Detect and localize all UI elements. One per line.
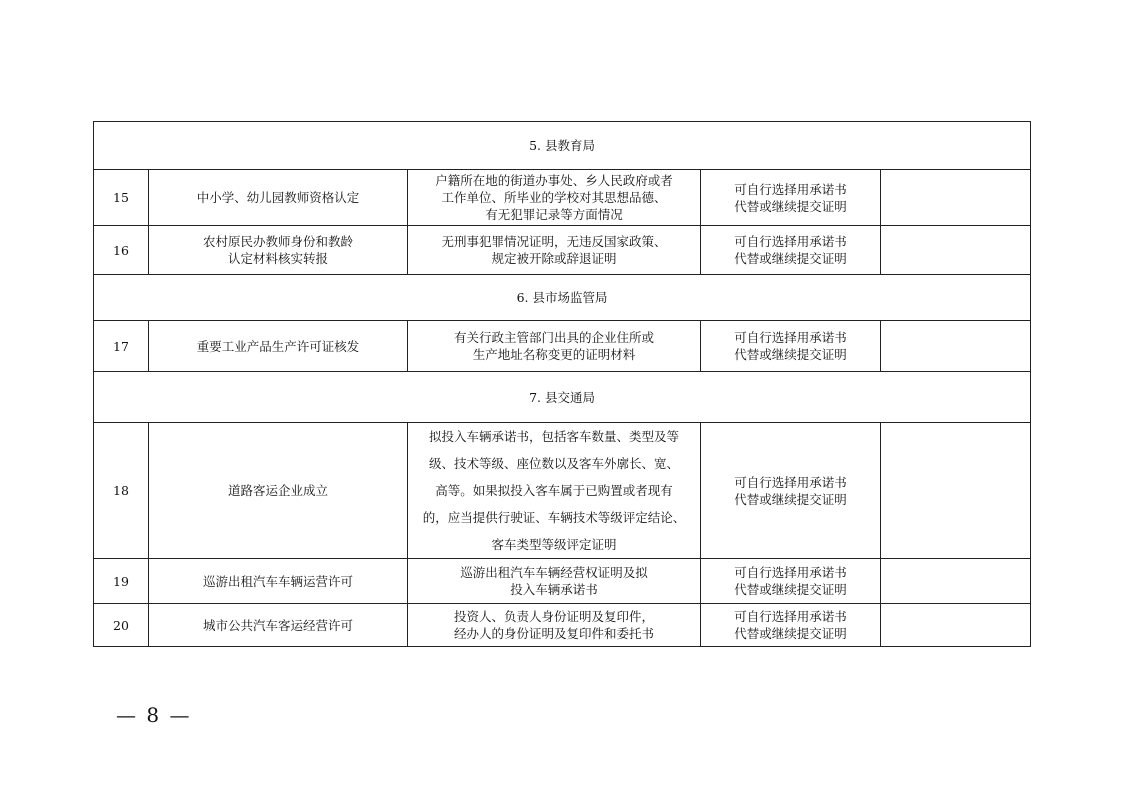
required-material — [408, 170, 701, 226]
table-row — [94, 604, 1031, 647]
remarks-cell — [881, 559, 1031, 604]
required-material-line: 生产地址名称变更的证明材料 — [472, 347, 636, 362]
table-row — [94, 170, 1031, 226]
required-material-line: 规定被开除或辞退证明 — [491, 251, 617, 266]
table-body — [94, 122, 1031, 647]
submission-method-line: 可自行选择用承诺书 — [734, 181, 847, 197]
submission-method-line: 可自行选择用承诺书 — [734, 234, 847, 249]
required-material-line: 高等。如果拟投入客车属于已购置或者现有 — [435, 483, 673, 498]
items-table — [93, 121, 1031, 647]
row-number: 18 — [94, 423, 149, 559]
section-title: 6. 县市场监管局 — [94, 275, 1031, 321]
row-number: 16 — [94, 226, 149, 275]
item-name — [149, 423, 408, 559]
table-row — [94, 423, 1031, 559]
row-number: 15 — [94, 170, 149, 226]
item-name-line: 重要工业产品生产许可证核发 — [196, 338, 360, 354]
required-material-line: 级、技术等级、座位数以及客车外廓长、宽、 — [428, 456, 679, 471]
section-header-row — [94, 372, 1031, 423]
item-name-line: 认定材料核实转报 — [227, 251, 328, 266]
item-name — [149, 559, 408, 604]
remarks-cell — [881, 321, 1031, 372]
submission-method — [701, 321, 881, 372]
submission-method-line: 代替或继续提交证明 — [734, 347, 847, 362]
item-name-line: 农村原民办教师身份和教龄 — [202, 234, 353, 249]
required-material — [408, 226, 701, 275]
item-name-line: 中小学、幼儿园教师资格认定 — [196, 190, 360, 205]
required-material — [408, 559, 701, 604]
page-number: — 8 — — [116, 703, 192, 727]
item-name-line: 城市公共汽车客运经营许可 — [202, 617, 353, 633]
required-material-line: 投资人、负责人身份证明及复印件， — [453, 609, 654, 624]
remarks-cell — [881, 604, 1031, 647]
section-header-row — [94, 275, 1031, 321]
remarks-cell — [881, 170, 1031, 226]
table-row — [94, 226, 1031, 275]
item-name — [149, 226, 408, 275]
required-material-line: 有无犯罪记录等方面情况 — [485, 207, 623, 222]
required-material-line: 有关行政主管部门出具的企业住所或 — [453, 330, 654, 345]
required-material — [408, 423, 701, 559]
row-number: 17 — [94, 321, 149, 372]
required-material-line: 无刑事犯罪情况证明，无违反国家政策、 — [441, 234, 667, 249]
submission-method — [701, 170, 881, 226]
required-material-line: 的，应当提供行驶证、车辆技术等级评定结论、 — [422, 510, 686, 525]
table-row — [94, 559, 1031, 604]
item-name-line: 道路客运企业成立 — [227, 483, 328, 498]
submission-method-line: 可自行选择用承诺书 — [734, 565, 847, 580]
required-material-line: 工作单位、所毕业的学校对其思想品德、 — [441, 190, 667, 205]
row-number: 19 — [94, 559, 149, 604]
required-material-line: 客车类型等级评定证明 — [491, 537, 617, 552]
section-title: 7. 县交通局 — [94, 372, 1031, 423]
required-material — [408, 604, 701, 647]
submission-method-line: 可自行选择用承诺书 — [734, 330, 847, 345]
item-name — [149, 604, 408, 647]
item-name — [149, 321, 408, 372]
submission-method-line: 代替或继续提交证明 — [734, 251, 847, 266]
submission-method — [701, 604, 881, 647]
submission-method-line: 可自行选择用承诺书 — [734, 474, 847, 490]
submission-method-line: 可自行选择用承诺书 — [734, 609, 847, 624]
required-material-line: 户籍所在地的街道办事处、乡人民政府或者 — [435, 173, 673, 188]
submission-method-line: 代替或继续提交证明 — [734, 198, 847, 214]
required-material-line: 投入车辆承诺书 — [510, 582, 598, 597]
item-name — [149, 170, 408, 226]
submission-method-line: 代替或继续提交证明 — [734, 626, 847, 641]
required-material — [408, 321, 701, 372]
submission-method-line: 代替或继续提交证明 — [734, 582, 847, 597]
section-header-row — [94, 122, 1031, 170]
remarks-cell — [881, 423, 1031, 559]
table-row — [94, 321, 1031, 372]
submission-method-line: 代替或继续提交证明 — [734, 491, 847, 507]
required-material-line: 巡游出租汽车车辆经营权证明及拟 — [460, 565, 648, 580]
row-number: 20 — [94, 604, 149, 647]
required-material-line: 拟投入车辆承诺书，包括客车数量、类型及等 — [428, 429, 679, 444]
submission-method — [701, 226, 881, 275]
submission-method — [701, 559, 881, 604]
required-material-line: 经办人的身份证明及复印件和委托书 — [453, 626, 654, 641]
remarks-cell — [881, 226, 1031, 275]
section-title: 5. 县教育局 — [94, 122, 1031, 170]
item-name-line: 巡游出租汽车车辆运营许可 — [202, 573, 353, 589]
submission-method — [701, 423, 881, 559]
